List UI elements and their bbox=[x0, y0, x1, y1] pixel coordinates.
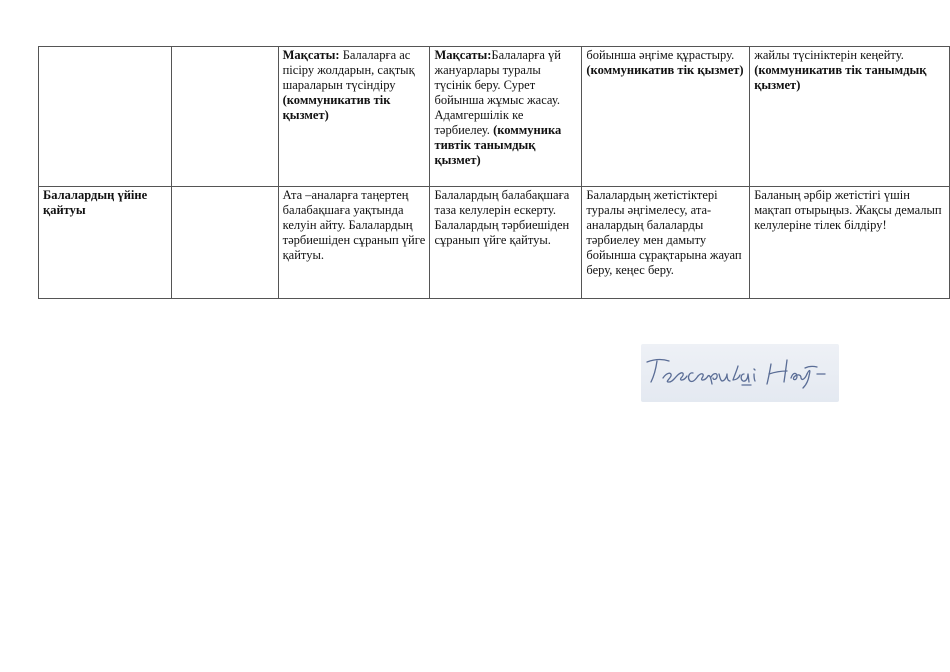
row2-text-cell-2: Балалардың балабақшаға таза келулерін ескерту. Балалардың тәрбиешіден сұранып үйге қайтуы. bbox=[430, 187, 582, 299]
row-header-departure: Балалардың үйіне қайтуы bbox=[39, 187, 172, 299]
goal-label: Мақсаты: bbox=[282, 48, 340, 62]
row2-text-cell-1: Ата –аналарға таңертең балабақшаға уақтында келуін айту. Балалардың тәрбиешіден сұранып үйге қайтуы. bbox=[278, 187, 430, 299]
row2-text-cell-4: Баланың әрбір жетістігі үшін мақтап отырыңыз. Жақсы демалып келулеріне тілек білдіру! bbox=[750, 187, 950, 299]
row1-goal-cell-2 bbox=[430, 47, 582, 187]
signature-stamp bbox=[641, 344, 839, 402]
goal-text: жайлы түсініктерін кеңейту. bbox=[754, 48, 904, 62]
row1-col2-cell bbox=[171, 47, 278, 187]
row1-col1-cell bbox=[39, 47, 172, 187]
row2-col2-cell bbox=[171, 187, 278, 299]
table-row bbox=[39, 47, 950, 187]
table-row bbox=[39, 187, 950, 299]
row1-goal-cell-3 bbox=[582, 47, 750, 187]
activity-tag: (коммуникатив тік қызмет) bbox=[282, 93, 391, 122]
activity-tag: (коммуникатив тік қызмет) bbox=[586, 63, 744, 77]
handwritten-signature bbox=[641, 344, 839, 402]
row2-text-cell-3: Балалардың жетістіктері туралы әңгімелесу, ата-аналардың балаларды тәрбиелеу мен дамыту бойынша сұрақтарына жауап беру, кеңес беру. bbox=[582, 187, 750, 299]
lesson-plan-table bbox=[38, 46, 950, 299]
goal-label: Мақсаты: bbox=[434, 48, 492, 62]
goal-text: Балаларға ас пісіру жолдарын, сақтық шараларын түсіндіру bbox=[282, 48, 415, 92]
goal-text: бойынша әңгіме құрастыру. bbox=[586, 48, 735, 62]
row1-goal-cell-1 bbox=[278, 47, 430, 187]
activity-tag: (коммуникатив тік танымдық қызмет) bbox=[754, 63, 927, 92]
goal-text: Балаларға үй жануарлары туралы түсінік беру. Сурет бойынша жұмыс жасау. Адамгершілік ке тәрбиелеу. bbox=[434, 48, 561, 137]
row1-goal-cell-4 bbox=[750, 47, 950, 187]
activity-tag: (коммуника тивтік танымдық қызмет) bbox=[434, 123, 562, 167]
